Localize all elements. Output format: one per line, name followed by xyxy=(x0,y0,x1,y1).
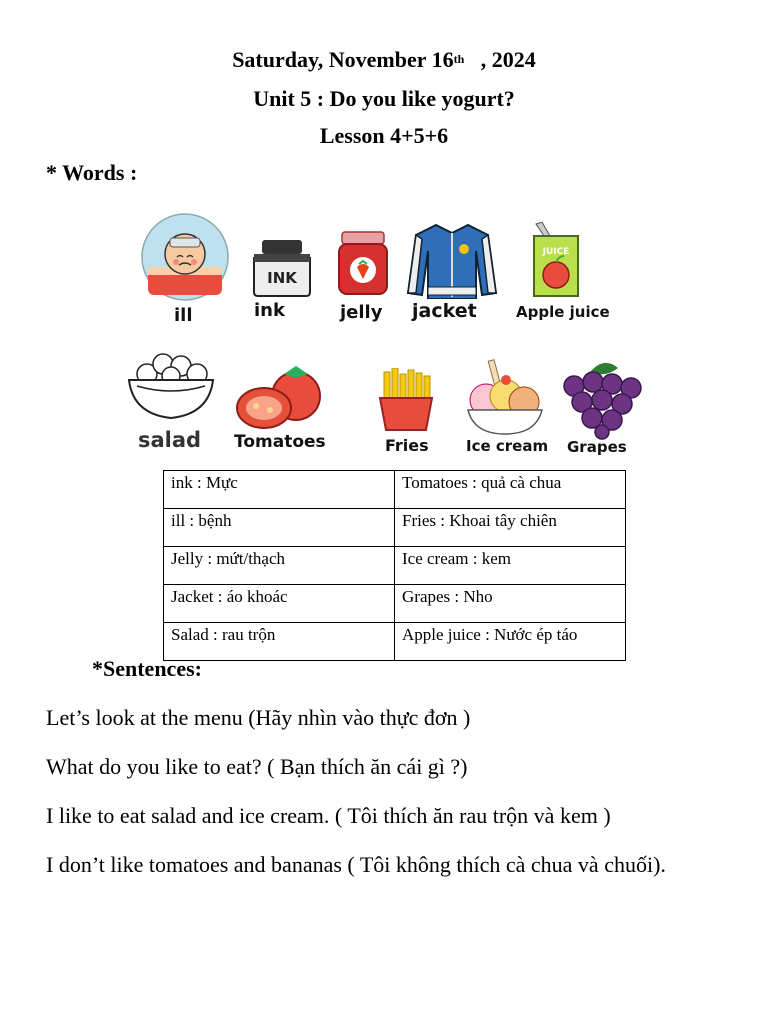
label-apple-juice: Apple juice xyxy=(516,303,610,321)
jelly-jar-icon xyxy=(336,230,390,296)
table-row xyxy=(164,509,626,547)
fries-icon xyxy=(376,368,436,432)
juice-box-icon xyxy=(524,222,588,298)
table-cell: Ice cream : kem xyxy=(395,547,626,585)
table-cell: Jelly : mứt/thạch xyxy=(164,547,395,585)
table-row xyxy=(164,471,626,509)
ice-cream-icon xyxy=(462,358,548,438)
unit-title: Unit 5 : Do you like yogurt? xyxy=(253,86,515,111)
label-jacket: jacket xyxy=(412,300,477,322)
words-heading: * Words : xyxy=(46,160,138,185)
label-ice-cream: Ice cream xyxy=(466,437,549,455)
table-row xyxy=(164,547,626,585)
table-cell: Fries : Khoai tây chiên xyxy=(395,509,626,547)
label-jelly: jelly xyxy=(340,302,383,323)
table-cell: Apple juice : Nước ép táo xyxy=(395,623,626,661)
label-ill: ill xyxy=(174,305,193,326)
label-ink: ink xyxy=(254,300,285,321)
label-salad: salad xyxy=(138,428,202,452)
label-fries: Fries xyxy=(385,436,429,455)
table-cell: Tomatoes : quả cà chua xyxy=(395,471,626,509)
label-tomatoes: Tomatoes xyxy=(234,432,326,452)
juice-box-label: JUICE xyxy=(542,247,570,257)
vocabulary-table xyxy=(163,470,626,661)
jacket-icon xyxy=(406,221,498,299)
date-heading xyxy=(0,47,768,76)
table-cell: ink : Mực xyxy=(164,471,395,509)
sentence-3: I like to eat salad and ice cream. ( Tôi thích ăn rau trộn và kem ) xyxy=(46,803,611,828)
table-row xyxy=(164,623,626,661)
salad-bowl-icon xyxy=(125,350,217,422)
ink-bottle-icon xyxy=(248,238,316,298)
table-cell: Jacket : áo khoác xyxy=(164,585,395,623)
sick-person-icon xyxy=(138,212,232,302)
table-cell: Salad : rau trộn xyxy=(164,623,395,661)
ink-bottle-label: INK xyxy=(267,269,297,287)
grapes-icon xyxy=(560,358,650,440)
sentence-1: Let’s look at the menu (Hãy nhìn vào thực đơn ) xyxy=(46,705,471,730)
sentences-heading: *Sentences: xyxy=(92,656,202,681)
date-year: , 2024 xyxy=(480,47,536,72)
tomatoes-icon xyxy=(234,362,326,432)
date-text: Saturday, November 16 xyxy=(232,47,454,72)
label-grapes: Grapes xyxy=(567,438,627,456)
table-cell: Grapes : Nho xyxy=(395,585,626,623)
table-cell: ill : bệnh xyxy=(164,509,395,547)
date-ordinal: th xyxy=(453,52,465,66)
sentence-2: What do you like to eat? ( Bạn thích ăn cái gì ?) xyxy=(46,754,468,779)
lesson-title: Lesson 4+5+6 xyxy=(319,123,449,148)
table-row xyxy=(164,585,626,623)
sentence-4: I don’t like tomatoes and bananas ( Tôi không thích cà chua và chuối). xyxy=(46,852,666,877)
